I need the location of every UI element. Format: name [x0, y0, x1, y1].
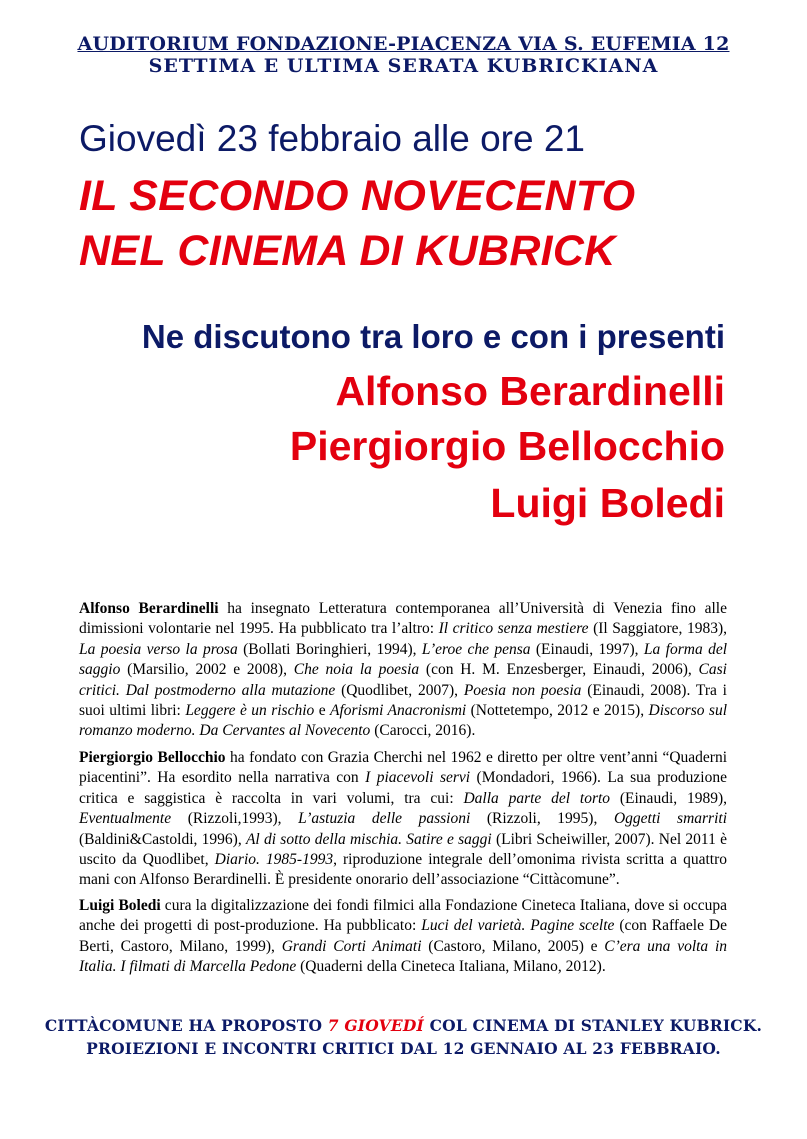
- bio-book-title: Dalla parte del torto: [463, 789, 611, 807]
- bio-text-run: ha insegnato Letteratura contemporanea all’Università di Venezia fino alle dimissioni volontarie nel 1995. Ha pubblicato tra l’altro:: [79, 600, 727, 638]
- bio-text-run: (Mondadori, 1966). La sua produzione critica e saggistica è raccolta in vari volumi, tra cui:: [79, 769, 727, 807]
- bio-book-title: Casi critici. Dal postmoderno alla mutazione: [79, 661, 727, 699]
- bio-text-run: cura la digitalizzazione dei fondi filmici alla Fondazione Cineteca Italiana, dove si occupa anche dei progetti di post-produzione. Ha pubblicato:: [79, 897, 728, 935]
- footer-post: COL CINEMA DI STANLEY KUBRICK.: [424, 1016, 763, 1035]
- discussion-intro: Ne discutono tra loro e con i presenti: [141, 318, 725, 355]
- bio-text-run: (Rizzoli,1993),: [171, 810, 299, 828]
- bio-text-run: (Einaudi, 2008). Tra i suoi ultimi libri:: [79, 681, 727, 720]
- bio-text-run: e: [314, 702, 331, 720]
- bio-book-title: Discorso sul romanzo moderno. Da Cervantes al Novecento: [79, 702, 728, 740]
- speaker-name: Piergiorgio Bellocchio: [289, 423, 725, 469]
- bio-text-run: (Nottetempo, 2012 e 2015),: [466, 702, 649, 720]
- bio-book-title: Aforismi Anacronismi: [330, 702, 467, 720]
- bio-book-title: L’astuzia delle passioni: [298, 810, 471, 828]
- bio-book-title: Diario. 1985-1993: [214, 851, 334, 869]
- bio-book-title: Eventualmente: [79, 810, 172, 828]
- footer-pre: CITTÀCOMUNE HA PROPOSTO: [44, 1016, 328, 1035]
- footer-line-1: [0, 1016, 807, 1035]
- speaker-name: Alfonso Berardinelli: [335, 368, 725, 414]
- bio-text-run: (Castoro, Milano, 2005) e: [421, 937, 605, 955]
- bio-text-run: ha fondato con Grazia Cherchi nel 1962 e diretto per oltre vent’anni “Quaderni piacentini”. Ha esordito nella narrativa con: [79, 749, 728, 787]
- bio-text: [79, 897, 727, 975]
- bio-name: Piergiorgio Bellocchio: [79, 749, 226, 766]
- bio-text: [79, 600, 727, 739]
- bio-text-run: (con H. M. Enzesberger, Einaudi, 2006),: [419, 661, 699, 679]
- bio-text: [79, 749, 727, 888]
- bio-book-title: Che noia la poesia: [293, 661, 420, 679]
- bio-book-title: Poesia non poesia: [463, 681, 582, 699]
- bio-name: Alfonso Berardinelli: [79, 600, 219, 617]
- bio-text-run: (Il Saggiatore, 1983),: [588, 620, 727, 638]
- bio-name: Luigi Boledi: [79, 897, 161, 914]
- bio-text-run: (Carocci, 2016).: [370, 722, 476, 740]
- event-date: Giovedì 23 febbraio alle ore 21: [79, 118, 586, 159]
- bio-book-title: Grandi Corti Animati: [281, 937, 422, 955]
- series-header: SETTIMA E ULTIMA SERATA KUBRICKIANA: [148, 55, 659, 77]
- bio-book-title: Luci del varietà. Pagine scelte: [421, 917, 615, 935]
- event-title-line-2: NEL CINEMA DI KUBRICK: [79, 227, 616, 275]
- bio-text-run: (Quodlibet, 2007),: [335, 681, 464, 699]
- bio-text-run: (con Raffaele De Berti, Castoro, Milano, 1999),: [79, 917, 727, 955]
- bio-text-run: , riproduzione integrale dell’omonima rivista scritta a quattro mani con Alfonso Berardinelli. È presidente onorario dell’associazione “Cittàcomune”.: [79, 851, 727, 889]
- bio-berardinelli: [79, 599, 727, 742]
- bio-text-run: (Marsilio, 2002 e 2008),: [120, 661, 294, 679]
- bio-text-run: (Baldini&Castoldi, 1996),: [79, 830, 246, 848]
- event-title-line-1: IL SECONDO NOVECENTO: [79, 172, 636, 220]
- speaker-name: Luigi Boledi: [490, 480, 725, 526]
- bio-bellocchio: [79, 748, 727, 891]
- bio-text-run: (Quaderni della Cineteca Italiana, Milano, 2012).: [296, 958, 606, 976]
- bio-text-run: (Einaudi, 1989),: [610, 789, 727, 807]
- bio-text-run: (Einaudi, 1997),: [530, 640, 644, 658]
- bio-book-title: L’eroe che pensa: [421, 640, 531, 658]
- bio-book-title: C’era una volta in Italia. I filmati di Marcella Pedone: [79, 937, 727, 976]
- bio-book-title: I piacevoli servi: [365, 769, 471, 787]
- footer-highlight: 7 GIOVEDÍ: [327, 1016, 424, 1035]
- bio-text-run: (Libri Scheiwiller, 2007). Nel 2011 è uscito da Quodlibet,: [79, 830, 727, 869]
- bio-book-title: Al di sotto della mischia. Satire e saggi: [245, 830, 492, 848]
- bio-book-title: La forma del saggio: [79, 640, 728, 679]
- venue-header-text: AUDITORIUM FONDAZIONE-PIACENZA VIA S. EUFEMIA 12: [77, 33, 730, 55]
- bio-text-run: (Bollati Boringhieri, 1994),: [237, 640, 422, 658]
- venue-header: [0, 33, 807, 55]
- bio-text-run: (Rizzoli, 1995),: [470, 810, 614, 828]
- bio-boledi: [79, 896, 727, 978]
- bio-book-title: Il critico senza mestiere: [438, 620, 589, 638]
- bio-book-title: Oggetti smarriti: [613, 810, 728, 828]
- footer-line-2: PROIEZIONI E INCONTRI CRITICI DAL 12 GENNAIO AL 23 FEBBRAIO.: [86, 1039, 721, 1058]
- bio-book-title: Leggere è un rischio: [185, 702, 315, 720]
- bio-book-title: La poesia verso la prosa: [79, 640, 238, 658]
